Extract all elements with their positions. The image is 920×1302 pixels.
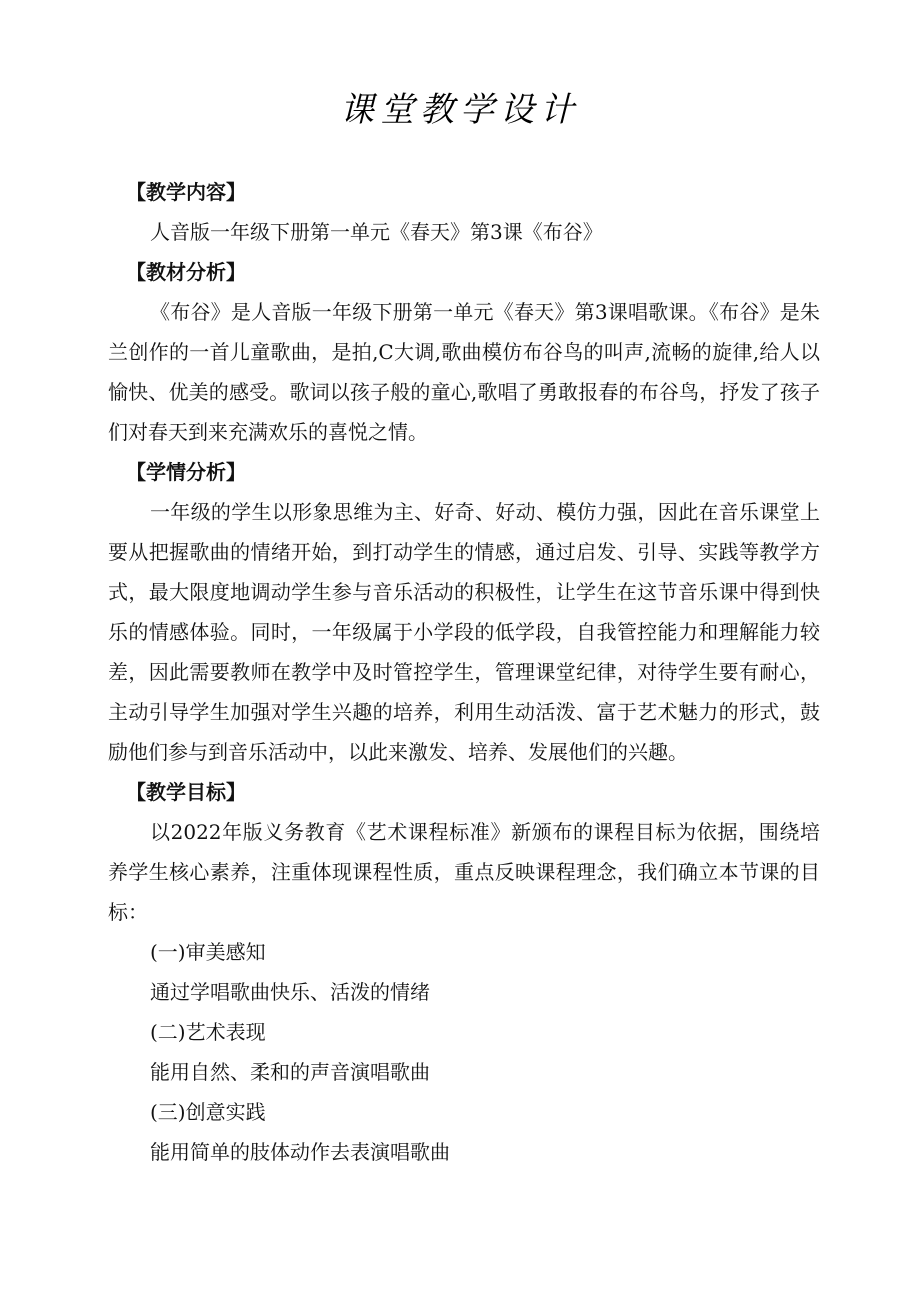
document-title: 课堂教学设计: [340, 90, 580, 130]
content-text: 人音版一年级下册第一单元《春天》第3课《布谷》: [150, 220, 603, 244]
student-analysis-text: 一年级的学生以形象思维为主、好奇、好动、模仿力强，因此在音乐课堂上要从把握歌曲的情绪开始，到打动学生的情感，通过启发、引导、实践等教学方式，最大限度地调动学生参与音乐活动的积极性，让学生在这节音乐课中得到快乐的情感体验。同时，一年级属于小学段的低学段，自我管控能力和理解能力较差，因此需要教师在教学中及时管控学生，管理课堂纪律，对待学生要有耐心，主动引导学生加强对学生兴趣的培养，利用生动活泼、富于艺术魅力的形式，鼓励他们参与到音乐活动中，以此来激发、培养、发展他们的兴趣。: [108, 500, 820, 764]
goal-item-label: (一)审美感知: [150, 940, 266, 964]
section-heading-goals: 【教学目标】: [126, 780, 246, 804]
section-heading-material: 【教材分析】: [126, 260, 246, 284]
document-body: [108, 172, 820, 1172]
goals-intro-text: 以2022年版义务教育《艺术课程标准》新颁布的课程目标为依据，围绕培养学生核心素养，注重体现课程性质，重点反映课程理念，我们确立本节课的目标：: [108, 820, 820, 924]
goal-item-text: 能用自然、柔和的声音演唱歌曲: [150, 1060, 430, 1084]
goal-item-text: 通过学唱歌曲快乐、活泼的情绪: [150, 980, 430, 1004]
goal-item-label: (三)创意实践: [150, 1100, 266, 1124]
section-heading-students: 【学情分析】: [126, 460, 246, 484]
material-analysis-text: 《布谷》是人音版一年级下册第一单元《春天》第3课唱歌课。《布谷》是朱兰创作的一首儿童歌曲，是拍,C大调,歌曲模仿布谷鸟的叫声,流畅的旋律,给人以愉快、优美的感受。歌词以孩子般的童心,歌唱了勇敢报春的布谷鸟，抒发了孩子们对春天到来充满欢乐的喜悦之情。: [108, 300, 820, 444]
goal-item-text: 能用简单的肢体动作去表演唱歌曲: [150, 1140, 450, 1164]
section-heading-content: 【教学内容】: [126, 180, 246, 204]
goal-item-label: (二)艺术表现: [150, 1020, 266, 1044]
